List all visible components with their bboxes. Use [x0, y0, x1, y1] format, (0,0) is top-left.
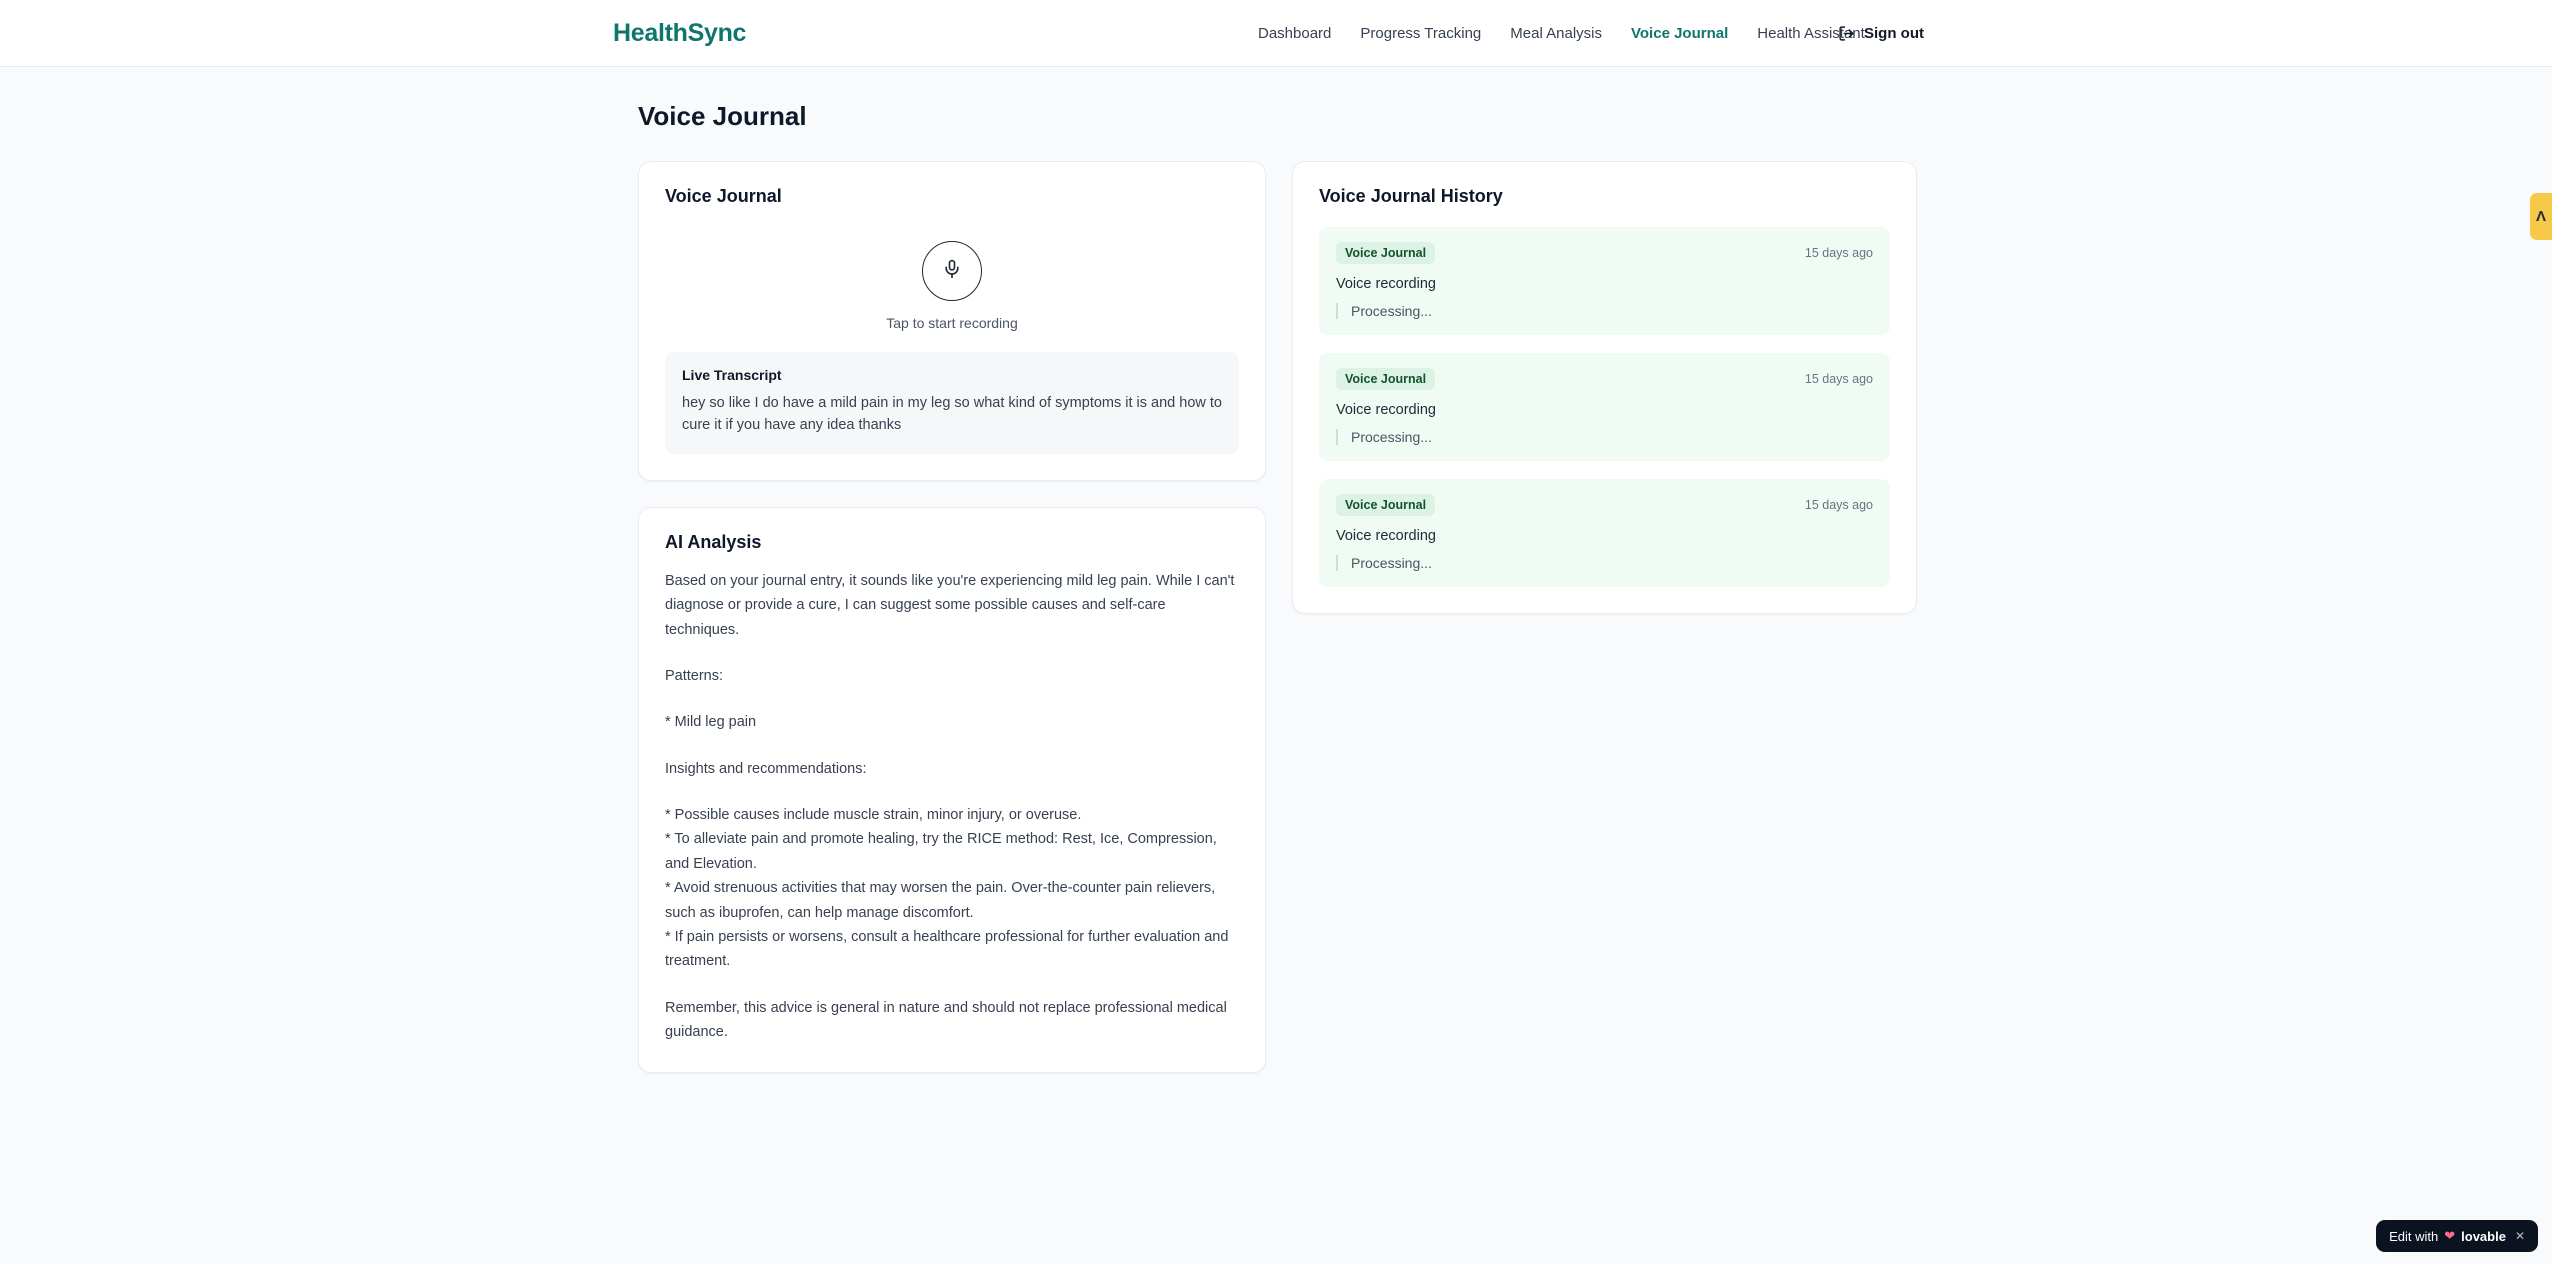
- top-navbar: [0, 0, 2552, 67]
- history-entry[interactable]: [1319, 479, 1890, 587]
- ai-analysis-body: [639, 553, 1265, 1072]
- analysis-closing: Remember, this advice is general in nature and should not replace professional medical guidance.: [665, 999, 1227, 1040]
- voice-recorder-body: [639, 207, 1265, 480]
- voice-recorder-card: [638, 161, 1266, 481]
- nav-link-progress-tracking[interactable]: Progress Tracking: [1360, 24, 1482, 42]
- history-entry-time: 15 days ago: [1804, 372, 1873, 386]
- analysis-insights-heading: Insights and recommendations:: [665, 760, 867, 777]
- voice-recorder-title: Voice Journal: [665, 186, 782, 206]
- history-entry-time: 15 days ago: [1804, 246, 1873, 260]
- nav-link-voice-journal[interactable]: Voice Journal: [1631, 24, 1729, 42]
- nav-link-meal-analysis[interactable]: Meal Analysis: [1510, 24, 1602, 42]
- close-icon[interactable]: ✕: [2514, 1229, 2525, 1243]
- record-caption: Tap to start recording: [886, 315, 1018, 331]
- history-entry-status: Processing...: [1336, 303, 1873, 319]
- analysis-intro: Based on your journal entry, it sounds like you're experiencing mild leg pain. While I can't diagnose or provide a cure, I can suggest some possible causes and self-care techniques.: [665, 572, 1235, 638]
- mic-button-wrapper: [665, 241, 1239, 301]
- analysis-insight-item: * Possible causes include muscle strain, minor injury, or overuse.: [665, 807, 1082, 824]
- sign-out-label: Sign out: [1864, 24, 1924, 42]
- history-entry-title: Voice recording: [1336, 528, 1436, 544]
- analysis-patterns-heading: Patterns:: [665, 668, 724, 685]
- lovable-edge-tab-label: Λ: [2535, 208, 2546, 225]
- analysis-insight-item: * Avoid strenuous activities that may worsen the pain. Over-the-counter pain relievers, such as ibuprofen, can help manage discomfort.: [665, 880, 1216, 921]
- page-title: Voice Journal: [638, 101, 807, 131]
- voice-journal-history-card: [1292, 161, 1917, 614]
- sign-out-button[interactable]: [1838, 25, 1924, 42]
- history-entry-time: 15 days ago: [1804, 498, 1873, 512]
- ai-analysis-card: [638, 507, 1266, 1073]
- lovable-edge-tab[interactable]: [2530, 193, 2552, 240]
- history-entry[interactable]: [1319, 353, 1890, 461]
- right-column: [1292, 161, 1917, 1073]
- nav-link-dashboard[interactable]: Dashboard: [1258, 24, 1332, 42]
- live-transcript-label: Live Transcript: [682, 367, 782, 383]
- history-entry-title: Voice recording: [1336, 276, 1436, 292]
- history-entry-badge: Voice Journal: [1336, 242, 1435, 264]
- history-entry[interactable]: [1319, 227, 1890, 335]
- edit-with-label: Edit with: [2389, 1228, 2439, 1244]
- history-title: Voice Journal History: [1319, 186, 1503, 206]
- logout-icon: [1838, 25, 1855, 42]
- analysis-insights-list: [665, 803, 1239, 974]
- history-entry-status: Processing...: [1336, 555, 1873, 571]
- analysis-insight-item: * If pain persists or worsens, consult a healthcare professional for further evaluation and treatment.: [665, 928, 1229, 970]
- lovable-brand-label: lovable: [2461, 1228, 2506, 1244]
- heart-icon: ❤: [2444, 1228, 2456, 1243]
- page-body: [0, 67, 2552, 1264]
- live-transcript-text: hey so like I do have a mild pain in my leg so what kind of symptoms it is and how to cure it if you have any idea thanks: [682, 395, 1222, 434]
- history-list: [1293, 207, 1916, 613]
- record-button[interactable]: [922, 241, 982, 301]
- history-entry-head: [1336, 368, 1873, 390]
- history-entry-title: Voice recording: [1336, 402, 1436, 418]
- ai-analysis-title: AI Analysis: [665, 531, 762, 552]
- brand-logo[interactable]: HealthSync: [613, 18, 747, 47]
- left-column: [638, 161, 1266, 1073]
- history-entry-badge: Voice Journal: [1336, 494, 1435, 516]
- live-transcript-box: [665, 352, 1239, 454]
- analysis-insight-item: * To alleviate pain and promote healing, try the RICE method: Rest, Ice, Compression, and Elevation.: [665, 831, 1217, 872]
- analysis-pattern-item: * Mild leg pain: [665, 714, 757, 731]
- nav-link-health-assistant[interactable]: Health Assistant: [1757, 24, 1865, 42]
- history-entry-head: [1336, 494, 1873, 516]
- history-entry-head: [1336, 242, 1873, 264]
- edit-with-lovable-badge[interactable]: [2376, 1220, 2538, 1252]
- microphone-icon: [942, 259, 962, 284]
- history-entry-badge: Voice Journal: [1336, 368, 1435, 390]
- primary-nav: [1258, 25, 1865, 42]
- history-entry-status: Processing...: [1336, 429, 1873, 445]
- content-columns: [638, 161, 1917, 1073]
